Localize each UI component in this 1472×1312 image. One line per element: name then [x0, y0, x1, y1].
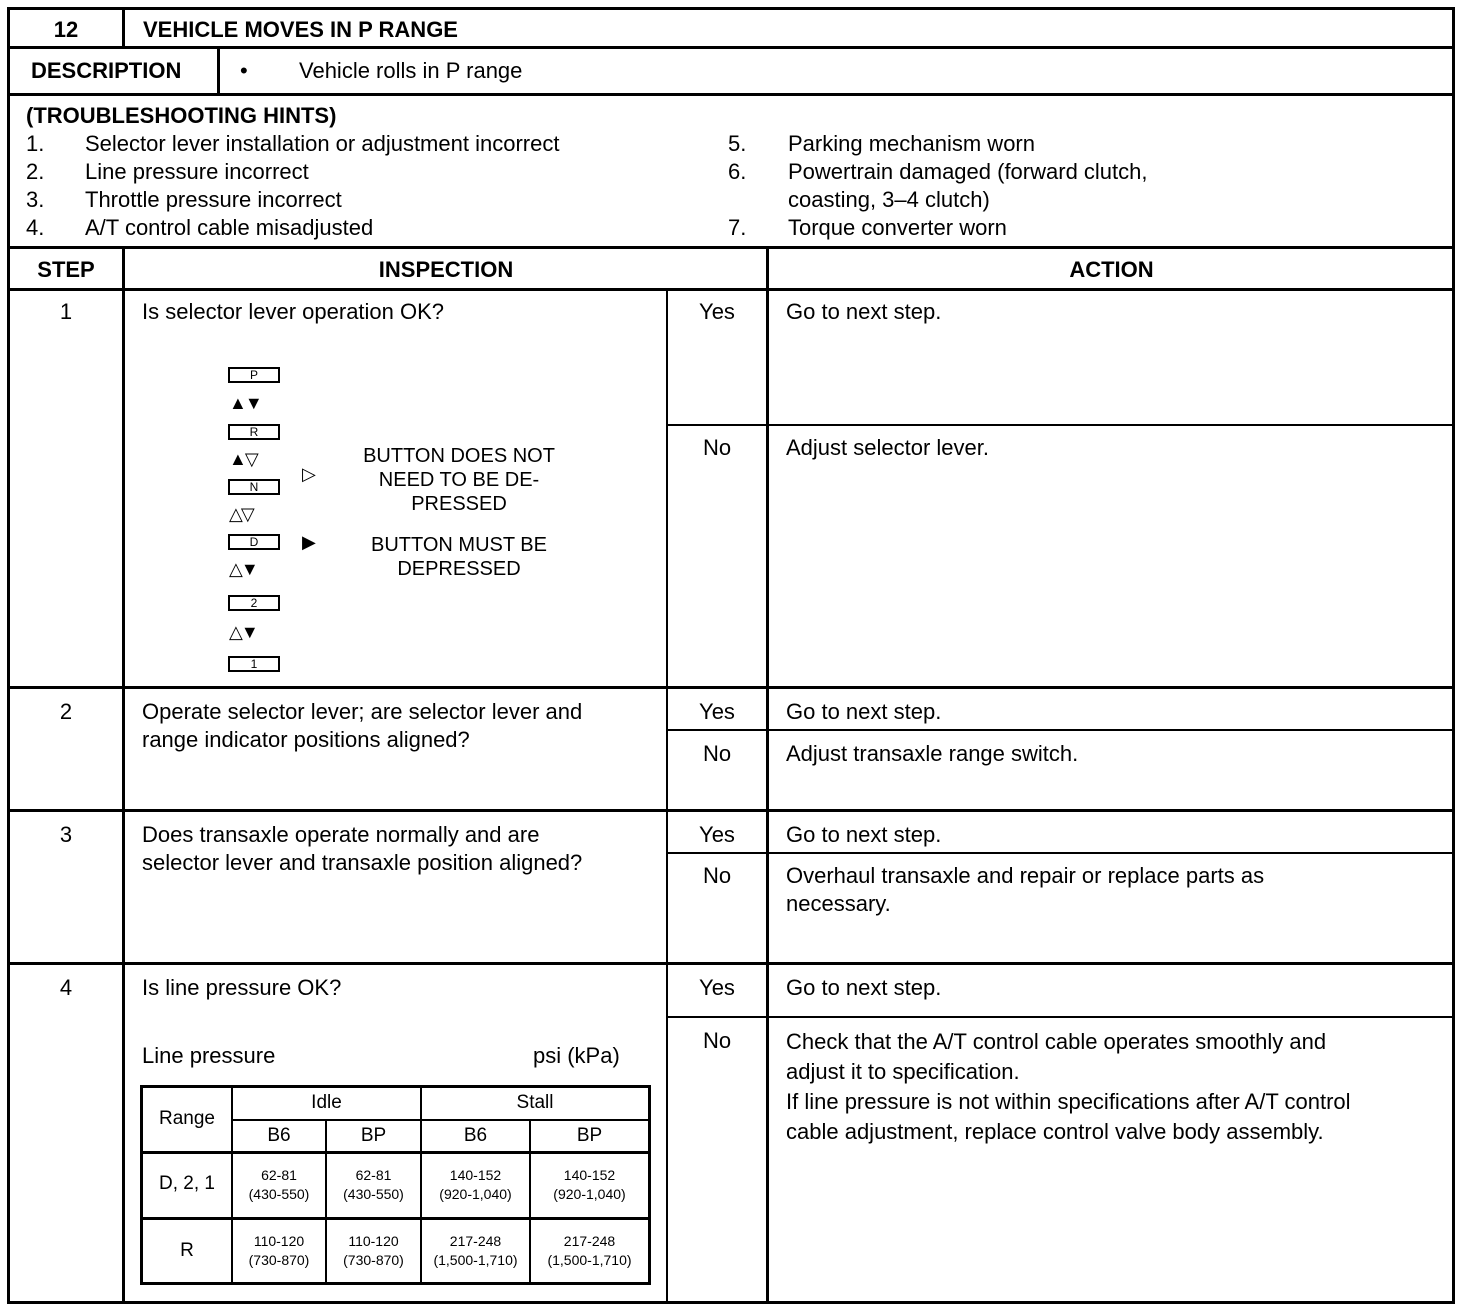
divider: [668, 1016, 1455, 1018]
selector-position-p: P: [228, 367, 280, 383]
line-pressure-label: Line pressure: [142, 1043, 276, 1068]
no-label: No: [702, 435, 732, 460]
psi-value: 217-248: [563, 1233, 616, 1249]
psi-value: 110-120: [348, 1233, 399, 1249]
divider: [143, 1217, 648, 1220]
hint-text: Parking mechanism worn: [788, 131, 1035, 156]
yes-label: Yes: [699, 699, 735, 724]
description-bullet: •: [240, 58, 248, 83]
legend-line: DEPRESSED: [397, 558, 521, 580]
section-number: 12: [53, 17, 79, 42]
section-title: VEHICLE MOVES IN P RANGE: [143, 17, 458, 42]
psi-value: 110-120: [253, 1233, 305, 1249]
no-action: Adjust transaxle range switch.: [786, 741, 1079, 766]
kpa-value: (730-870): [248, 1252, 310, 1268]
divider: [668, 424, 1455, 426]
pressure-cell: [233, 1166, 325, 1204]
line-pressure-unit: psi (kPa): [533, 1043, 620, 1068]
shift-arrow-icon: △▼: [229, 622, 257, 642]
yes-label: Yes: [699, 299, 735, 324]
psi-value: 62-81: [355, 1167, 392, 1183]
step-inspection: Does transaxle operate normally and are: [142, 822, 540, 847]
selector-position-1: 1: [228, 656, 280, 672]
selector-position-r: R: [228, 424, 280, 440]
no-action: Adjust selector lever.: [786, 435, 989, 460]
kpa-value: (430-550): [343, 1186, 404, 1202]
kpa-value: (1,500-1,710): [547, 1252, 632, 1268]
shift-arrow-icon: △▽: [229, 504, 253, 524]
step-number: 1: [59, 299, 73, 324]
divider: [122, 7, 125, 48]
kpa-value: (920-1,040): [553, 1186, 626, 1202]
divider: [143, 1151, 648, 1154]
kpa-value: (920-1,040): [439, 1186, 512, 1202]
sub-header: B6: [463, 1125, 488, 1146]
divider: [766, 246, 769, 1304]
psi-value: 140-152: [563, 1167, 616, 1183]
yes-action: Go to next step.: [786, 699, 942, 724]
column-header-step: STEP: [37, 257, 95, 282]
step-inspection: Is selector lever operation OK?: [142, 299, 445, 324]
divider: [668, 852, 1455, 854]
hints-title: (TROUBLESHOOTING HINTS): [26, 103, 337, 128]
range-header: Range: [159, 1108, 215, 1129]
hint-number: 7.: [728, 215, 747, 240]
action-line: cable adjustment, replace control valve body assembly.: [786, 1119, 1324, 1144]
selector-position-2: 2: [228, 595, 280, 611]
kpa-value: (1,500-1,710): [433, 1252, 518, 1268]
divider: [7, 686, 1455, 689]
legend-line: PRESSED: [411, 493, 507, 515]
step-inspection: selector lever and transaxle position aligned?: [142, 850, 583, 875]
step-number: 3: [59, 822, 73, 847]
hint-text: A/T control cable misadjusted: [85, 215, 374, 240]
divider: [668, 729, 1455, 731]
legend-line: BUTTON MUST BE: [371, 534, 547, 556]
no-action: [786, 1027, 1351, 1147]
idle-header: Idle: [311, 1092, 342, 1113]
hint-number: 6.: [728, 159, 747, 184]
divider: [217, 46, 220, 94]
pressure-cell: [422, 1166, 529, 1204]
no-label: No: [702, 1028, 732, 1053]
divider: [7, 46, 1455, 49]
kpa-value: (730-870): [343, 1252, 404, 1268]
selector-position-d: D: [228, 534, 280, 550]
sub-header: BP: [576, 1125, 603, 1146]
yes-action: Go to next step.: [786, 822, 942, 847]
yes-label: Yes: [699, 822, 735, 847]
legend-line: BUTTON DOES NOT: [363, 445, 555, 467]
hint-number: 5.: [728, 131, 747, 156]
action-line: adjust it to specification.: [786, 1059, 1020, 1084]
legend-line: NEED TO BE DE-: [378, 469, 540, 491]
yes-action: Go to next step.: [786, 299, 942, 324]
hint-text: coasting, 3–4 clutch): [788, 187, 990, 212]
range-cell: R: [180, 1240, 194, 1261]
sub-header: BP: [360, 1125, 387, 1146]
pressure-cell: [327, 1166, 420, 1204]
legend-no-press: [330, 444, 588, 516]
column-header-inspection: INSPECTION: [378, 257, 514, 282]
sub-header: B6: [267, 1125, 291, 1146]
psi-value: 140-152: [449, 1167, 502, 1183]
kpa-value: (430-550): [248, 1186, 310, 1202]
pressure-cell: [531, 1166, 648, 1204]
hint-number: 3.: [26, 187, 45, 212]
divider: [7, 809, 1455, 812]
open-arrow-icon: ▷: [302, 464, 316, 484]
line-pressure-table: [140, 1085, 651, 1285]
action-line: Check that the A/T control cable operates smoothly and: [786, 1029, 1327, 1054]
column-header-action: ACTION: [1069, 257, 1154, 282]
divider: [7, 93, 1455, 96]
step-number: 2: [59, 699, 73, 724]
divider: [122, 246, 125, 1304]
pressure-cell: [531, 1232, 648, 1270]
hint-number: 1.: [26, 131, 45, 156]
selector-position-n: N: [228, 479, 280, 495]
description-label: DESCRIPTION: [31, 58, 182, 83]
step-inspection: Is line pressure OK?: [142, 975, 342, 1000]
shift-arrow-icon: ▲▼: [229, 393, 261, 413]
range-cell: D, 2, 1: [159, 1173, 215, 1194]
hint-text: Powertrain damaged (forward clutch,: [788, 159, 1148, 184]
pressure-cell: [422, 1232, 529, 1270]
divider: [7, 962, 1455, 965]
description-text: Vehicle rolls in P range: [299, 58, 523, 83]
divider: [7, 288, 1455, 291]
no-action: necessary.: [786, 891, 891, 916]
hint-text: Torque converter worn: [788, 215, 1007, 240]
no-label: No: [702, 863, 732, 888]
pressure-cell: [327, 1232, 420, 1270]
action-line: If line pressure is not within specifications after A/T control: [786, 1089, 1351, 1114]
hint-text: Throttle pressure incorrect: [85, 187, 342, 212]
step-inspection: range indicator positions aligned?: [142, 727, 470, 752]
divider: [7, 246, 1455, 249]
no-action: Overhaul transaxle and repair or replace parts as: [786, 863, 1265, 888]
yes-label: Yes: [699, 975, 735, 1000]
psi-value: 217-248: [449, 1233, 502, 1249]
no-label: No: [702, 741, 732, 766]
pressure-cell: [233, 1232, 325, 1270]
hint-number: 2.: [26, 159, 45, 184]
legend-must-press: [330, 533, 588, 581]
filled-arrow-icon: ▶: [302, 532, 316, 552]
shift-arrow-icon: ▲▽: [229, 449, 257, 469]
hint-number: 4.: [26, 215, 45, 240]
divider: [231, 1119, 648, 1121]
psi-value: 62-81: [261, 1167, 297, 1183]
step-inspection: Operate selector lever; are selector lever and: [142, 699, 583, 724]
stall-header: Stall: [516, 1092, 554, 1113]
yes-action: Go to next step.: [786, 975, 942, 1000]
hint-text: Line pressure incorrect: [85, 159, 309, 184]
shift-arrow-icon: △▼: [229, 559, 257, 579]
hint-text: Selector lever installation or adjustment incorrect: [85, 131, 560, 156]
step-number: 4: [59, 975, 73, 1000]
